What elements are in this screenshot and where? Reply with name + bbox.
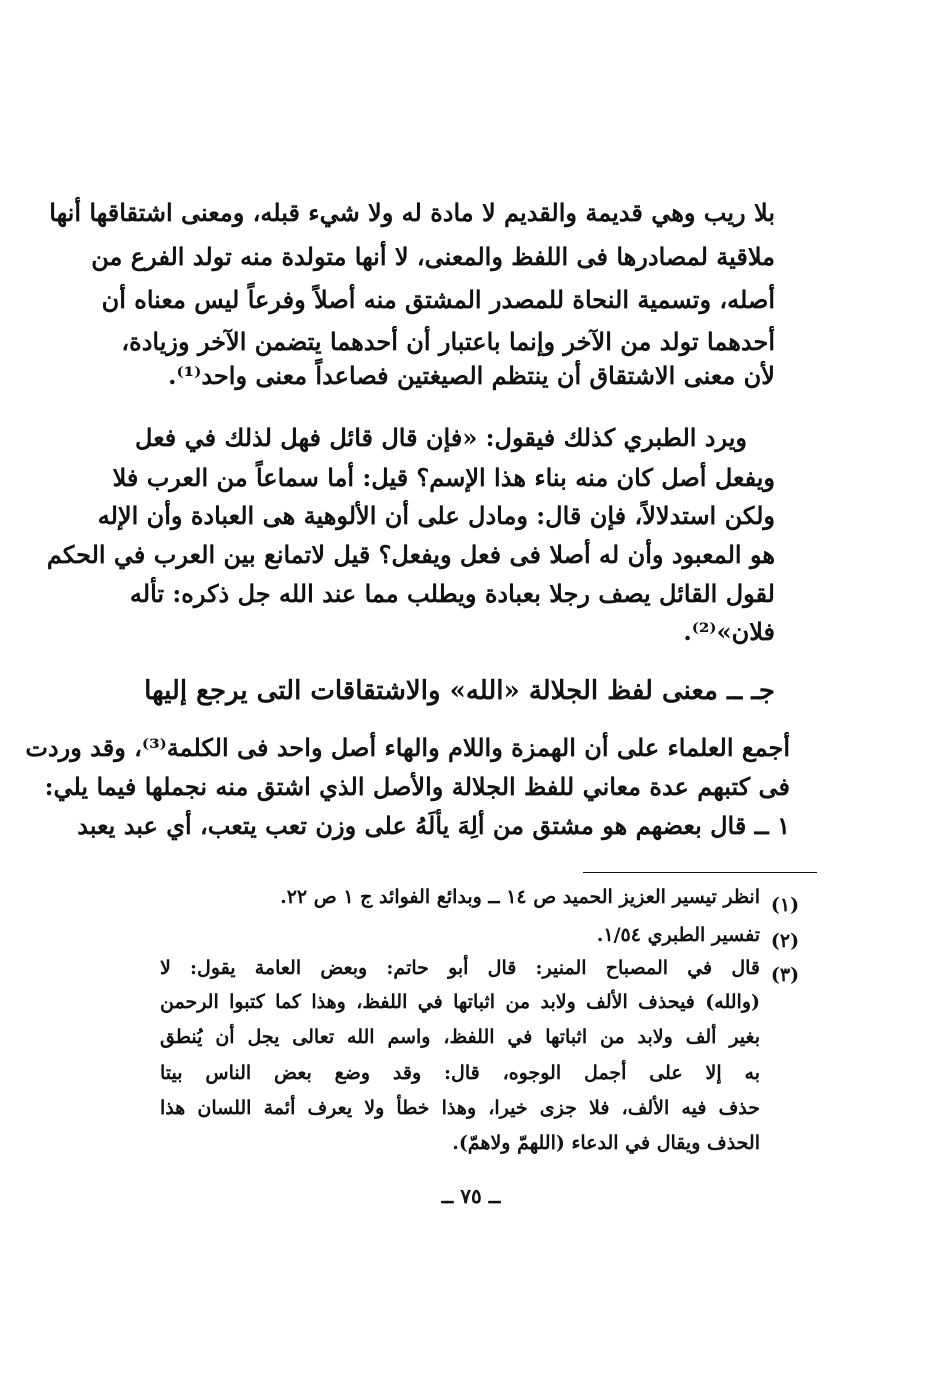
paragraph-2-line-1: ويرد الطبري كذلك فيقول: «فإن قال قائل فهل لذلك في فعل — [135, 423, 747, 452]
page-number: ــ ٧٥ ــ — [441, 1184, 501, 1208]
paragraph-2-line-2: ويفعل أصل كان منه بناء هذا الإسم؟ قيل: أما سماعاً من العرب فلا — [112, 463, 775, 492]
paragraph-1-line-2: ملاقية لمصادرها فى اللفظ والمعنى، لا أنها متولدة منه تولد الفرع من — [91, 242, 775, 271]
section-heading: جـ ــ معنى لفظ الجلالة «الله» والاشتقاقات التى يرجع إليها — [144, 676, 775, 706]
footnote-3-line-2: (والله) فيحذف الألف ولابد من اثباتها في اللفظ، وهذا كما كتبوا الرحمن — [160, 991, 760, 1013]
footnote-3-line-4: به إلا على أجمل الوجوه، قال: وقد وضع بعض الناس بيتا — [160, 1062, 760, 1084]
footnote-2-number: (٢) — [770, 930, 800, 952]
paragraph-2-line-3: ولكن استدلالاً، فإن قال: ومادل على أن الألوهية هى العبادة وأن الإله — [97, 501, 775, 530]
footnote-3-line-6: الحذف ويقال في الدعاء (اللهمّ ولاهمّ). — [452, 1132, 760, 1154]
paragraph-3-line-2: فى كتبهم عدة معاني للفظ الجلالة والأصل الذي اشتق منه نجملها فيما يلي: — [44, 772, 790, 801]
paragraph-1-line-1: بلا ريب وهي قديمة والقديم لا مادة له ولا شيء قبله، ومعنى اشتقاقها أنها — [49, 198, 775, 227]
paragraph-1-line-3: أصله، وتسمية النحاة للمصدر المشتق منه أصلاً وفرعاً ليس معناه أن — [101, 285, 775, 314]
paragraph-2-line-4: هو المعبود وأن له أصلا فى فعل ويفعل؟ قيل لاتمانع بين العرب في الحكم — [46, 540, 775, 569]
paragraph-3-line-1: أجمع العلماء على أن الهمزة واللام والهاء أصل واحد فى الكلمة⁽³⁾، وقد وردت — [25, 733, 790, 762]
footnote-1-number: (١) — [770, 894, 800, 916]
footnote-1-text: انظر تيسير العزيز الحميد ص ١٤ ــ وبدائع الفوائد ج ١ ص ٢٢. — [280, 886, 760, 908]
footnote-separator — [583, 872, 817, 873]
paragraph-3-line-3: ١ ــ قال بعضهم هو مشتق من ألِهَ يألَهُ على وزن تعب يتعب، أي عبد يعبد — [77, 811, 790, 840]
footnote-3-number: (٣) — [770, 964, 800, 986]
footnote-3-line-1: قال في المصباح المنير: قال أبو حاتم: وبعض العامة يقول: لا — [160, 957, 760, 979]
paragraph-2-line-5: لقول القائل يصف رجلا بعبادة ويطلب مما عند الله جل ذكره: تأله — [129, 579, 775, 608]
footnote-3-line-5: حذف فيه الألف، فلا جزى خيرا، وهذا خطأ ولا يعرف أئمة اللسان هذا — [160, 1097, 760, 1119]
paragraph-1-line-4: أحدهما تولد من الآخر وإنما باعتبار أن أحدهما يتضمن الآخر وزيادة، — [121, 327, 775, 356]
paragraph-2-line-6: فلان»⁽²⁾. — [683, 617, 775, 646]
footnote-3-line-3: بغير ألف ولابد من اثباتها في اللفظ، واسم الله تعالى يجل أن يُنطق — [160, 1026, 760, 1048]
paragraph-1-line-5: لأن معنى الاشتقاق أن ينتظم الصيغتين فصاعداً معنى واحد⁽¹⁾. — [168, 361, 775, 390]
footnote-2-text: تفسير الطبري ١/٥٤. — [596, 924, 760, 946]
